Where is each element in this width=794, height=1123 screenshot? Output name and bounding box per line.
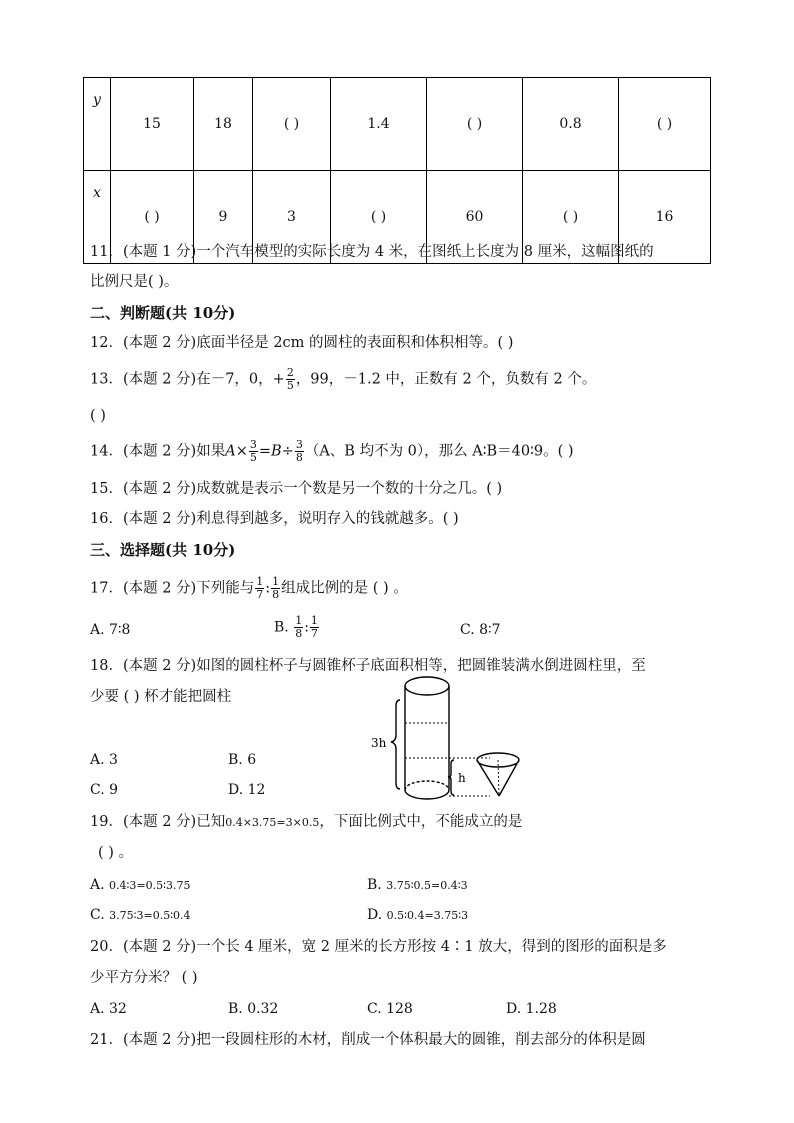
q20-line1: 20．(本题 2 分)一个长 4 厘米，宽 2 厘米的长方形按 4∶1 放大，得到的图形的面积是多 xyxy=(90,939,667,955)
label-3h: 3h xyxy=(371,736,387,750)
q20-option-c[interactable]: C. 128 xyxy=(367,1001,413,1017)
q19-line2: ( ) 。 xyxy=(98,845,134,861)
q15: 15．(本题 2 分)成数就是表示一个数是另一个数的十分之几。( ) xyxy=(90,481,503,497)
q17: 17．(本题 2 分)下列能与 $\frac{1}{7}$ : $\frac{1}{8}$ 组成比例的是 ( ) 。 xyxy=(90,575,408,601)
row-label-y: y xyxy=(84,78,111,171)
q21-line1: 21．(本题 2 分)把一段圆柱形的木材，削成一个体积最大的圆锥，削去部分的体积是圆 xyxy=(90,1032,646,1048)
fraction: $\frac{3}{5}$ xyxy=(249,438,257,464)
q19-option-c[interactable]: C. 3.75∶3=0.5∶0.4 xyxy=(90,907,191,923)
cone-axis xyxy=(498,760,499,796)
table-cell: ( ) xyxy=(427,78,523,171)
cylinder-bottom-hidden xyxy=(405,781,449,790)
cone-left-edge xyxy=(477,760,499,796)
q19-line1: 19．(本题 2 分)已知0.4×3.75=3×0.5，下面比例式中，不能成立的是 xyxy=(90,814,523,830)
cylinder-top xyxy=(405,677,449,695)
section-heading-choice: 三、选择题(共 10分) xyxy=(90,541,236,559)
q17-option-a[interactable]: A. 7∶8 xyxy=(90,622,131,638)
row-label-x: x xyxy=(84,171,111,264)
table-cell: 9 xyxy=(194,171,253,264)
fraction: $\frac{1}{7}$ xyxy=(310,614,318,640)
fraction: $\frac{2}{5}$ xyxy=(286,366,294,392)
q18-line1: 18．(本题 2 分)如图的圆柱杯子与圆锥杯子底面积相等，把圆锥装满水倒进圆柱里，至 xyxy=(90,658,646,674)
q20-option-a[interactable]: A. 32 xyxy=(90,1001,127,1017)
q14: 14．(本题 2 分)如果A× $\frac{3}{5}$ =B÷ $\frac{3}{8}$ （A、B 均不为 0），那么 A∶B＝40∶9。( ) xyxy=(90,438,574,464)
q13-text: 13．(本题 2 分)在－7，0，+ xyxy=(90,371,285,388)
q18-option-b[interactable]: B. 6 xyxy=(228,752,257,768)
value-table xyxy=(83,77,711,264)
q17-option-b[interactable]: B. $\frac{1}{8}$ : $\frac{1}{7}$ xyxy=(274,614,318,640)
table-cell: 60 xyxy=(427,171,523,264)
table-cell: 3 xyxy=(253,171,331,264)
q20-option-d[interactable]: D. 1.28 xyxy=(506,1001,557,1017)
q16: 16．(本题 2 分)利息得到越多，说明存入的钱就越多。( ) xyxy=(90,511,459,527)
q13-line1 xyxy=(90,367,596,392)
fraction: $\frac{1}{7}$ xyxy=(256,575,264,601)
label-h: h xyxy=(458,771,466,785)
fraction: $\frac{1}{8}$ xyxy=(295,614,303,640)
q13-line2: ( ) xyxy=(90,408,106,424)
table-cell: ( ) xyxy=(523,171,619,264)
table-row-y xyxy=(84,78,711,171)
q19-option-a[interactable]: A. 0.4∶3=0.5∶3.75 xyxy=(90,877,191,893)
table-cell: 0.8 xyxy=(523,78,619,171)
q11-line1: 11．(本题 1 分)一个汽车模型的实际长度为 4 米，在图纸上长度为 8 厘米，这幅图纸的 xyxy=(90,244,654,260)
table-cell: 18 xyxy=(194,78,253,171)
fraction: $\frac{3}{8}$ xyxy=(295,438,303,464)
q18-option-a[interactable]: A. 3 xyxy=(90,752,118,768)
table-cell: ( ) xyxy=(619,78,711,171)
table-cell: ( ) xyxy=(253,78,331,171)
section-heading-judgement: 二、判断题(共 10分) xyxy=(90,304,236,322)
table-cell: ( ) xyxy=(111,171,194,264)
table-cell: 1.4 xyxy=(331,78,427,171)
table-cell: ( ) xyxy=(331,171,427,264)
brace-3h xyxy=(391,700,400,789)
q12: 12．(本题 2 分)底面半径是 2cm 的圆柱的表面积和体积相等。( ) xyxy=(90,335,514,351)
fraction: $\frac{1}{8}$ xyxy=(272,575,280,601)
q19-option-b[interactable]: B. 3.75∶0.5=0.4∶3 xyxy=(367,877,468,893)
q18-option-d[interactable]: D. 12 xyxy=(228,782,266,798)
table-cell: 16 xyxy=(619,171,711,264)
table-cell: 15 xyxy=(111,78,194,171)
cylinder-bottom xyxy=(405,790,449,799)
q19-option-d[interactable]: D. 0.5∶0.4=3.75∶3 xyxy=(367,907,469,923)
q18-line2: 少要 ( ) 杯才能把圆柱 xyxy=(90,689,232,705)
cylinder-cone-figure xyxy=(370,673,530,807)
q20-line2: 少平方分米？ ( ) xyxy=(90,970,198,986)
q18-option-c[interactable]: C. 9 xyxy=(90,782,119,798)
q17-option-c[interactable]: C. 8∶7 xyxy=(460,622,501,638)
q11-line2: 比例尺是( )。 xyxy=(90,274,179,290)
q13-text: ，99，－1.2 中，正数有 2 个，负数有 2 个。 xyxy=(295,371,597,388)
q20-option-b[interactable]: B. 0.32 xyxy=(228,1001,279,1017)
